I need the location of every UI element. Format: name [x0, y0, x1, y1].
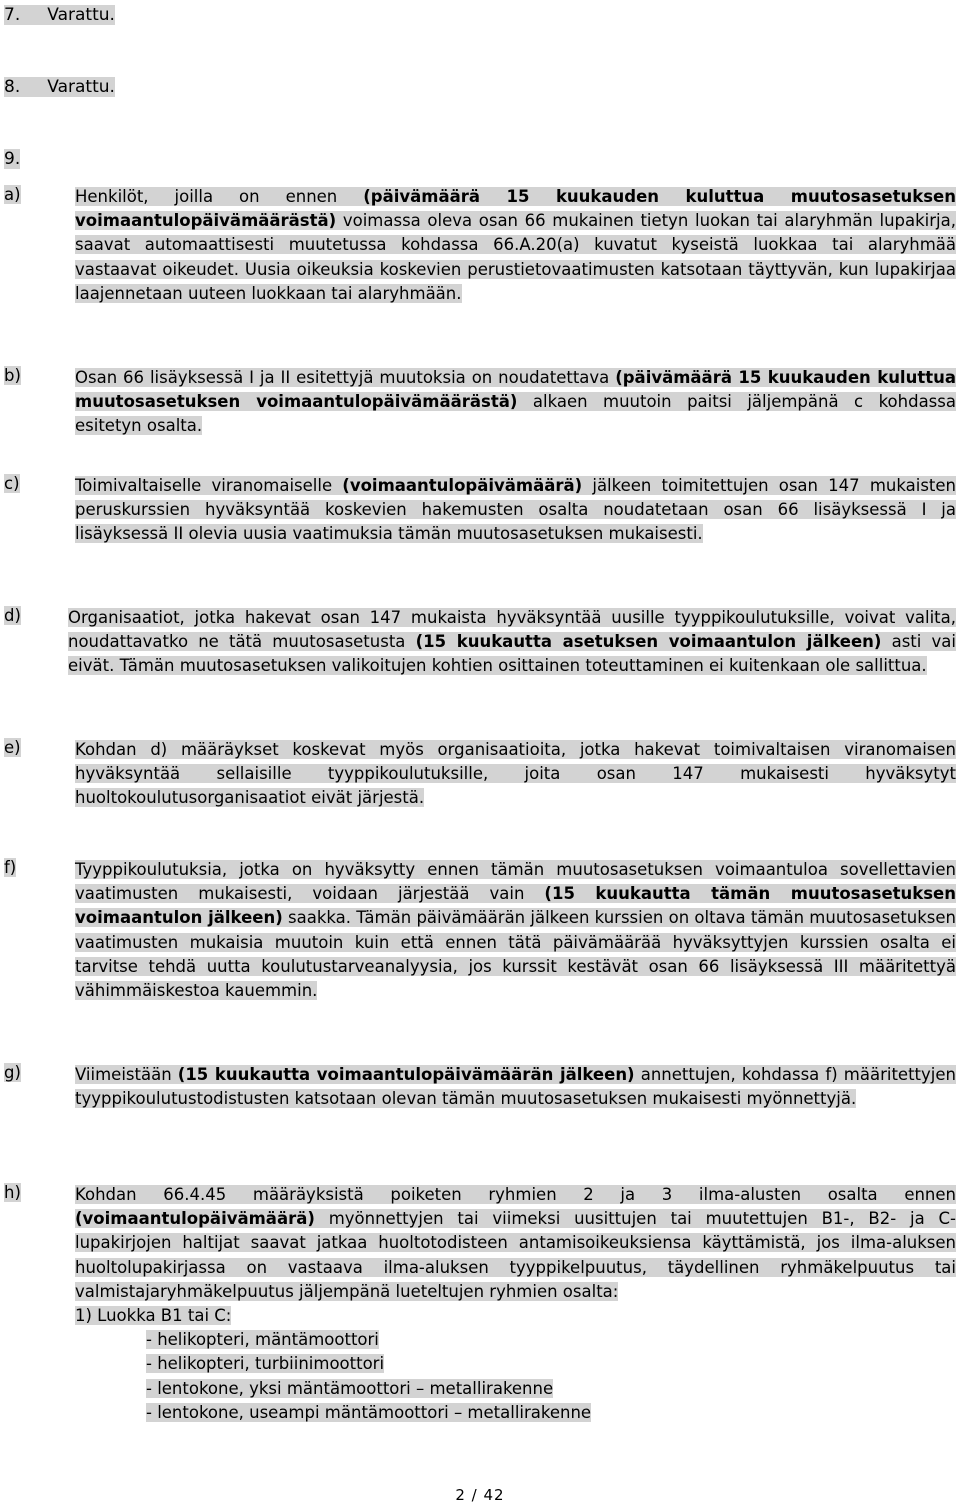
paragraph-h — [4, 1183, 956, 1425]
paragraph-a-text-3: Uusia oikeuksia koskevien perustietovaatimusten katsotaan täyttyvän, kun lupakirjaa laajennetaan uuteen luokkaan tai alaryhmään. — [75, 259, 956, 303]
paragraph-g-text-2: annettujen, kohdassa f) määritettyjen tyyppikoulutustodistusten katsotaan olevan tämän muutosasetuksen mukaisesti myönnettyjä. — [75, 1065, 956, 1109]
page-number: 2 / 42 — [455, 1486, 505, 1504]
paragraph-c-text-1: Toimivaltaiselle viranomaiselle — [75, 476, 343, 495]
paragraph-e-text-1: Kohdan d) määräykset koskevat myös organisaatioita, jotka hakevat toimivaltaisen viranomaisen hyväksyntää sellaisille tyyppikoulutuksille, joita osan 147 mukaisesti hyväksytyt huoltokoulutusorganisaatiot eivät järjestä. — [75, 740, 956, 808]
item-7-number: 7. — [4, 5, 21, 25]
paragraph-b-text-2: alkaen muutoin paitsi jäljempänä c kohdassa esitetyn osalta. — [75, 392, 956, 436]
item-7 — [4, 5, 115, 25]
paragraph-a-bold: (päivämäärä 15 kuukauden kuluttua muutosasetuksen voimaantulopäivämäärästä) — [75, 187, 956, 231]
list-title: 1) Luokka B1 tai C: — [75, 1306, 232, 1326]
paragraph-g-text-1: Viimeistään — [75, 1065, 178, 1084]
paragraph-f-label: f) — [4, 858, 17, 877]
paragraph-b-label: b) — [4, 366, 21, 385]
list-item: - lentokone, yksi mäntämoottori – metallirakenne — [146, 1378, 554, 1398]
list-item: - helikopteri, mäntämoottori — [146, 1330, 379, 1350]
item-7-text: Varattu. — [47, 5, 115, 25]
list-item: - lentokone, useampi mäntämoottori – metallirakenne — [146, 1402, 592, 1422]
paragraph-f — [4, 858, 956, 1003]
paragraph-d-label: d) — [4, 606, 21, 625]
paragraph-f-text-1: Tyyppikoulutuksia, jotka on hyväksytty ennen tämän muutosasetuksen voimaantuloa sovellettavien vaatimusten mukaisesti, voidaan järjestää vain — [75, 860, 956, 904]
paragraph-f-bold: (15 kuukautta tämän muutosasetuksen voimaantulon jälkeen) — [75, 884, 956, 928]
paragraph-d-bold: (15 kuukautta asetuksen voimaantulon jälkeen) — [415, 632, 882, 652]
item-8 — [4, 77, 115, 97]
paragraph-c — [4, 474, 956, 547]
paragraph-h-text-2: myönnettyjen tai viimeksi uusittujen tai muutettujen B1-, B2- ja C-lupakirjojen haltijat saavat jatkaa huoltotodisteen antamisoikeuksiensa käyttämistä, jos ilma-aluksen huoltolupakirjassa on vastaava ilma-aluksen tyyppikelpuutus, täydellinen ryhmäkelpuutus tai valmistajaryhmäkelpuutus jäljempänä lueteltujen ryhmien osalta: — [75, 1209, 956, 1301]
paragraph-d-text-1: Organisaatiot, jotka hakevat osan 147 mukaista hyväksyntää uusille tyyppikoulutuksille, voivat valita, noudattavatko ne tätä muutosasetusta — [68, 608, 956, 652]
paragraph-g — [4, 1063, 956, 1111]
paragraph-e-label: e) — [4, 738, 21, 757]
paragraph-a-text-1: Henkilöt, joilla on ennen — [75, 187, 364, 206]
paragraph-f-text-2: saakka. Tämän päivämäärän jälkeen kurssien on oltava tämän muutosasetuksen vaatimusten mukaisia muutoin kuin että ennen tätä päivämäärää hyväksyttyjen kurssien osalta ei tarvitse tehdä uutta koulutustarveanalyysia, jos kurssit kestävät osan 66 lisäyksessä III määritettyä vähimmäiskestoa kauemmin. — [75, 908, 957, 1001]
paragraph-b-text-1: Osan 66 lisäyksessä I ja II esitettyjä muutoksia on noudatettava — [75, 368, 616, 387]
paragraph-g-bold: (15 kuukautta voimaantulopäivämäärän jälkeen) — [177, 1065, 635, 1084]
item-9-number: 9. — [4, 149, 21, 169]
item-8-number: 8. — [4, 77, 21, 97]
paragraph-b — [4, 366, 956, 439]
paragraph-e — [4, 738, 956, 811]
paragraph-d — [4, 606, 956, 679]
paragraph-a-text-2: voimassa oleva osan 66 mukainen tietyn luokan tai alaryhmän lupakirja, saavat automaattisesti muutetussa kohdassa 66.A.20(a) kuvatut kyseistä luokkaa tai alaryhmää vastaavat oikeudet. — [75, 211, 956, 279]
paragraph-b-bold: (päivämäärä 15 kuukauden kuluttua muutosasetuksen voimaantulopäivämäärästä) — [75, 368, 956, 412]
category-list — [75, 1304, 956, 1425]
list-item: - helikopteri, turbiinimoottori — [146, 1354, 385, 1374]
paragraph-c-bold: (voimaantulopäivämäärä) — [342, 476, 583, 495]
paragraph-h-bold: (voimaantulopäivämäärä) — [75, 1209, 315, 1229]
item-9 — [4, 149, 20, 169]
paragraph-a — [4, 185, 956, 306]
paragraph-d-text-2: asti vai eivät. Tämän muutosasetuksen valikoitujen kohtien osittainen toteuttaminen ei kuitenkaan ole sallittua. — [68, 632, 956, 676]
item-8-text: Varattu. — [47, 77, 115, 97]
paragraph-h-label: h) — [4, 1183, 21, 1202]
paragraph-c-text-2: jälkeen toimitettujen osan 147 mukaisten peruskurssien hyväksyntää koskevien hakemusten osalta noudatetaan osan 66 lisäyksessä I ja lisäyksessä II olevia uusia vaatimuksia tämän muutosasetuksen mukaisesti. — [75, 476, 956, 544]
paragraph-c-label: c) — [4, 474, 20, 493]
paragraph-g-label: g) — [4, 1063, 21, 1082]
paragraph-a-label: a) — [4, 185, 21, 204]
paragraph-h-text-1: Kohdan 66.4.45 määräyksistä poiketen ryhmien 2 ja 3 ilma-alusten osalta ennen — [75, 1185, 956, 1204]
